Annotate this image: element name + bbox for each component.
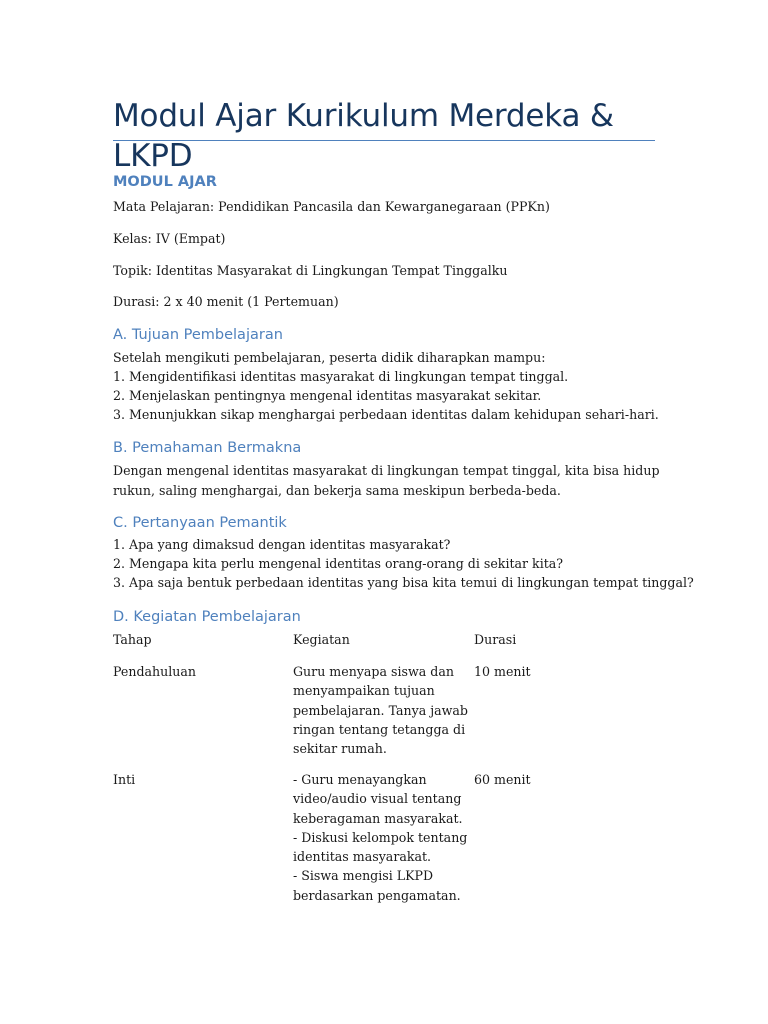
section-a-intro: Setelah mengikuti pembelajaran, peserta didik diharapkan mampu: — [113, 350, 546, 365]
table-cell-kegiatan: - Guru menayangkan video/audio visual tentang keberagaman masyarakat. - Diskusi kelompok tentang identitas masyarakat. - Siswa mengisi LKPD berdasarkan pengamatan. — [293, 772, 468, 903]
table-header-kegiatan: Kegiatan — [293, 632, 350, 647]
table-cell-durasi: 10 menit — [474, 664, 531, 679]
section-a-heading: A. Tujuan Pembelajaran — [113, 327, 283, 343]
table-header-durasi: Durasi — [474, 632, 517, 647]
table-cell-tahap: Inti — [113, 772, 136, 787]
section-c-list — [113, 535, 694, 592]
list-item: 1. Apa yang dimaksud dengan identitas masyarakat? — [113, 537, 451, 552]
table-header-tahap: Tahap — [113, 632, 152, 647]
section-b-heading: B. Pemahaman Bermakna — [113, 440, 302, 456]
info-topik: Topik: Identitas Masyarakat di Lingkungan Tempat Tinggalku — [113, 263, 508, 278]
title-divider — [113, 140, 655, 141]
list-item: 3. Menunjukkan sikap menghargai perbedaan identitas dalam kehidupan sehari-hari. — [113, 407, 659, 422]
info-durasi: Durasi: 2 x 40 menit (1 Pertemuan) — [113, 294, 339, 309]
section-b-text: Dengan mengenal identitas masyarakat di lingkungan tempat tinggal, kita bisa hidup rukun, saling menghargai, dan bekerja sama meskipun berbeda-beda. — [113, 463, 660, 498]
list-item: 2. Mengapa kita perlu mengenal identitas orang-orang di sekitar kita? — [113, 556, 564, 571]
table-cell-tahap: Pendahuluan — [113, 664, 197, 679]
table-cell-kegiatan: Guru menyapa siswa dan menyampaikan tujuan pembelajaran. Tanya jawab ringan tentang tetangga di sekitar rumah. — [293, 664, 468, 757]
section-a-list — [113, 367, 659, 424]
list-item: 2. Menjelaskan pentingnya mengenal identitas masyarakat sekitar. — [113, 388, 542, 403]
section-c-heading: C. Pertanyaan Pemantik — [113, 515, 287, 531]
list-item: 3. Apa saja bentuk perbedaan identitas yang bisa kita temui di lingkungan tempat tinggal? — [113, 575, 694, 590]
modul-heading: MODUL AJAR — [113, 174, 217, 190]
info-mata-pelajaran: Mata Pelajaran: Pendidikan Pancasila dan Kewarganegaraan (PPKn) — [113, 199, 550, 214]
list-item: 1. Mengidentifikasi identitas masyarakat di lingkungan tempat tinggal. — [113, 369, 569, 384]
info-kelas: Kelas: IV (Empat) — [113, 231, 226, 246]
section-d-heading: D. Kegiatan Pembelajaran — [113, 609, 301, 625]
document-title: Modul Ajar Kurikulum Merdeka & LKPD — [113, 98, 614, 174]
table-cell-durasi: 60 menit — [474, 772, 531, 787]
